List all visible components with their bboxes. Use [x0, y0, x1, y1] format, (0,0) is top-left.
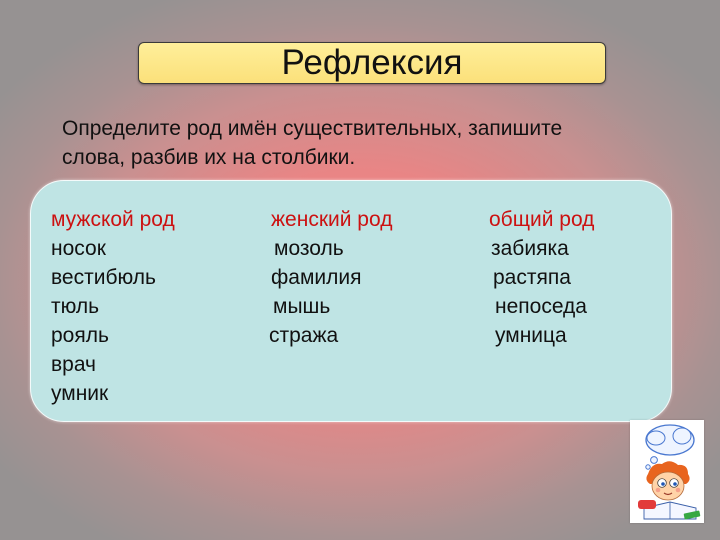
word-item: умник [51, 382, 109, 405]
instruction-line-1: Определите род имён существительных, запишите [62, 117, 563, 140]
column-header-common: общий род [489, 208, 595, 231]
word-item: вестибюль [51, 266, 156, 289]
thinking-boy-icon [630, 420, 704, 523]
word-item: забияка [491, 237, 569, 260]
word-item: носок [51, 237, 106, 260]
column-header-masculine: мужской род [51, 208, 175, 231]
word-item: фамилия [271, 266, 362, 289]
column-masculine [51, 205, 175, 408]
column-feminine [271, 205, 392, 350]
slide-title [138, 42, 606, 84]
column-header-feminine: женский род [271, 208, 393, 231]
word-item: мышь [273, 295, 331, 318]
instruction-line-2: слова, разбив их на столбики. [62, 146, 356, 169]
column-common [489, 205, 594, 350]
instruction-text [62, 114, 662, 172]
word-item: умница [495, 324, 567, 347]
word-item: мозоль [274, 237, 344, 260]
word-item: врач [51, 353, 96, 376]
thinking-boy-illustration [630, 420, 704, 523]
word-item: рояль [51, 324, 109, 347]
words-panel [30, 180, 672, 422]
word-item: растяпа [493, 266, 571, 289]
word-item: непоседа [495, 295, 587, 318]
word-item: тюль [51, 295, 100, 318]
word-item: стража [269, 324, 339, 347]
slide-title-text: Рефлексия [281, 43, 463, 82]
